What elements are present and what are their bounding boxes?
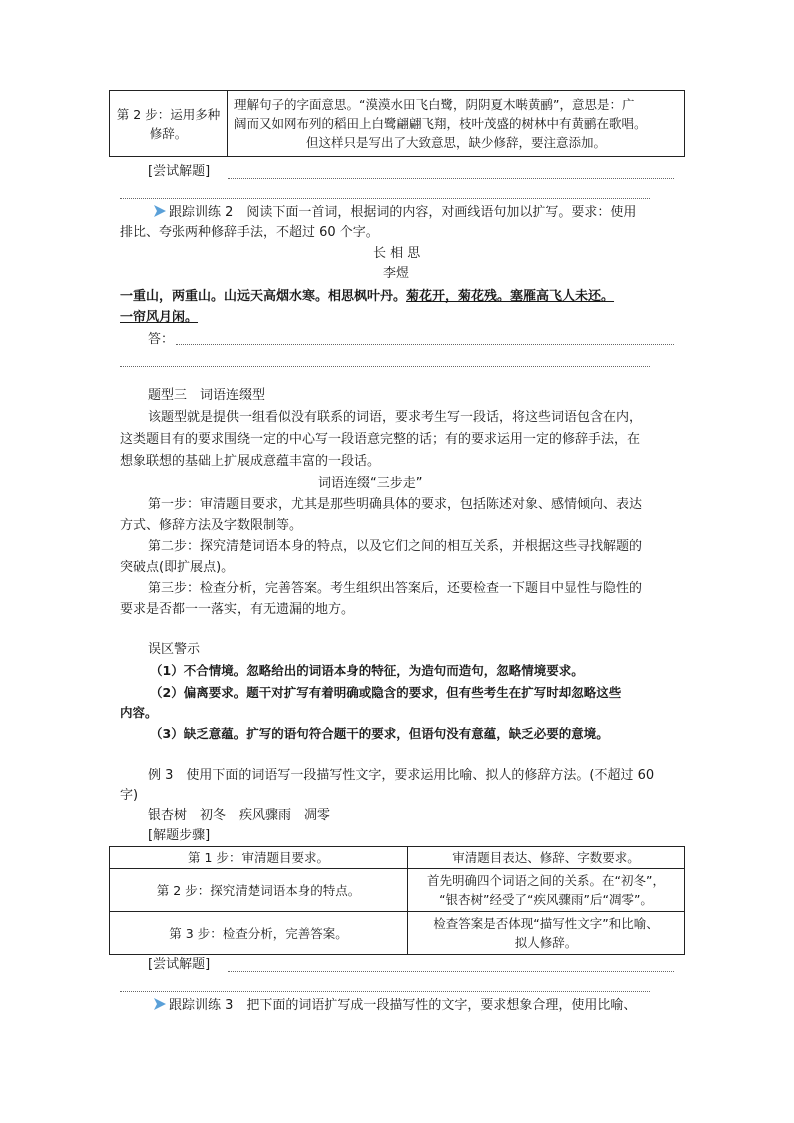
answer-line-1a	[228, 178, 674, 179]
answer-line-2b	[120, 366, 650, 367]
step-detail-cell: 首先明确四个词语之间的关系。在“初冬”， “银杏树”经受了“疾风骤雨”后“凋零”。	[408, 869, 685, 912]
top-table-left-cell: 第 2 步：运用多种修辞。	[110, 91, 228, 157]
poem-body-line1: 一重山，两重山。山远天高烟水寒。相思枫叶丹。菊花开，菊花残。塞雁高飞人未还。	[120, 289, 615, 304]
track-training-2-line2: 排比、夸张两种修辞手法，不超过 60 个字。	[120, 225, 379, 240]
example3-words: 银杏树 初冬 疾风骤雨 凋零	[148, 808, 331, 823]
type3-step1a: 第一步：审清题目要求，尤其是那些明确具体的要求，包括陈述对象、感情倾向、表达	[148, 497, 643, 512]
top-table-right-line-2: 阔而又如网布列的稻田上白鹭翩翩飞翔，枝叶茂盛的树林中有黄鹂在歌唱。	[234, 116, 647, 131]
table-row	[110, 869, 685, 912]
poem-title: 长 相 思	[373, 246, 421, 261]
type3-step3b: 要求是否都一一落实，有无遗漏的地方。	[120, 602, 355, 617]
table-row	[110, 847, 685, 869]
warning-item-3: （3）缺乏意蕴。扩写的语句符合题干的要求，但语句没有意蕴，缺乏必要的意境。	[150, 726, 609, 741]
type3-p3: 想象联想的基础上扩展成意蕴丰富的一段话。	[120, 454, 381, 469]
step-detail-cell: 检查答案是否体现“描写性文字”和比喻、 拟人修辞。	[408, 912, 685, 955]
type3-step1b: 方式、修辞方法及字数限制等。	[120, 518, 303, 533]
answer-line-2a	[176, 344, 674, 345]
step-cell: 第 3 步：检查分析，完善答案。	[110, 912, 408, 955]
poem-author: 李煜	[383, 266, 410, 281]
poem-body-line2: 一帘风月闲。	[120, 310, 199, 325]
warning-heading: 误区警示	[148, 642, 201, 657]
top-steps-table	[109, 90, 685, 157]
step-cell: 第 1 步：审清题目要求。	[110, 847, 408, 869]
warning-item-1: （1）不合情境。忽略给出的词语本身的特征，为造句而造句，忽略情境要求。	[150, 663, 584, 678]
try-solve-label-1: [尝试解题]	[148, 164, 211, 179]
type3-p1: 该题型就是提供一组看似没有联系的词语，要求考生写一段话，将这些词语包含在内，	[148, 410, 643, 425]
track-training-3: 跟踪训练 3 把下面的词语扩写成一段描写性的文字，要求想象合理，使用比喻、	[154, 996, 636, 1016]
top-table-right-cell	[228, 91, 685, 157]
table-row	[110, 912, 685, 955]
track-training-2: 跟踪训练 2 阅读下面一首词，根据词的内容，对画线语句加以扩写。要求：使用	[154, 203, 636, 223]
warning-item-2a: （2）偏离要求。题干对扩写有着明确或隐含的要求，但有些考生在扩写时却忽略这些	[150, 685, 622, 700]
answer-line-1b	[120, 198, 650, 199]
type3-step2b: 突破点(即扩展点)。	[120, 560, 235, 575]
example3-line1: 例 3 使用下面的词语写一段描写性文字，要求运用比喻、拟人的修辞方法。(不超过 60	[148, 768, 655, 783]
type3-p2: 这类题目有的要求围绕一定的中心写一段语意完整的话；有的要求运用一定的修辞手法，在	[120, 432, 641, 447]
solution-steps-label: [解题步骤]	[148, 828, 211, 843]
arrow-icon	[154, 205, 166, 217]
arrow-icon	[154, 998, 166, 1010]
solution-steps-table	[109, 846, 685, 955]
top-table-right-line-3: 但这样只是写出了大致意思，缺少修辞，要注意添加。	[305, 135, 606, 150]
answer-line-3a	[228, 971, 674, 972]
warning-item-2b: 内容。	[120, 705, 158, 720]
answer-line-3b	[120, 991, 650, 992]
type3-heading: 题型三 词语连缀型	[148, 388, 266, 403]
step-detail-cell: 审清题目表达、修辞、字数要求。	[408, 847, 685, 869]
type3-step2a: 第二步：探究清楚词语本身的特点，以及它们之间的相互关系，并根据这些寻找解题的	[148, 539, 643, 554]
step-cell: 第 2 步：探究清楚词语本身的特点。	[110, 869, 408, 912]
top-table-right-line-1: 理解句子的字面意思。“漠漠水田飞白鹭，阴阴夏木啭黄鹂”，意思是：广	[234, 97, 635, 112]
type3-subtitle: 词语连缀“三步走”	[318, 476, 423, 491]
try-solve-label-2: [尝试解题]	[148, 957, 211, 972]
answer-label: 答：	[148, 332, 175, 347]
type3-step3a: 第三步：检查分析，完善答案。考生组织出答案后，还要检查一下题目中显性与隐性的	[148, 581, 643, 596]
example3-line2: 字)	[120, 788, 139, 803]
